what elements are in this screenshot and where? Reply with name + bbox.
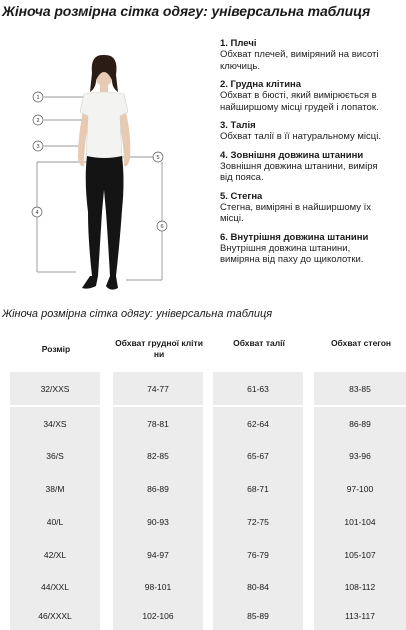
cell-hips: 113-117 [314,602,406,630]
table-row [0,602,406,630]
measurement-description: Обхват талії в її натуральному місці. [220,131,381,142]
cell-waist: 62-64 [213,407,303,440]
marker-label: 6 [160,224,164,230]
cell-chest: 90-93 [113,505,203,538]
measurement-hips [220,191,406,225]
cell-size: 36/S [10,439,100,472]
measurement-title: 4. Зовнішня довжина штанини [220,149,364,161]
cell-hips: 86-89 [314,407,406,440]
cell-waist: 80-84 [213,570,303,603]
cell-size: 46/XXXL [10,602,100,630]
header-chest: Обхват грудної кліти ни [115,338,203,359]
cell-waist: 61-63 [213,372,303,405]
cell-size: 42/XL [10,538,100,571]
table-row [0,372,406,405]
cell-chest: 98-101 [113,570,203,603]
measurement-title: 5. Стегна [220,190,263,202]
cell-hips: 83-85 [314,372,406,405]
cell-chest: 82-85 [113,439,203,472]
measurement-title: 1. Плечі [220,38,257,49]
cell-hips: 97-100 [314,472,406,505]
cell-waist: 65-67 [213,439,303,472]
cell-size: 34/XS [10,407,100,440]
table-subtitle: Жіноча розмірна сітка одягу: універсальна таблиця [2,308,273,320]
cell-waist: 72-75 [213,505,303,538]
measurement-title: 6. Внутрішня довжина штанини [220,231,369,243]
measurement-inner-leg [220,232,406,266]
cell-waist: 68-71 [213,472,303,505]
table-row [0,570,406,603]
measurement-description: Обхват в бюсті, який вимірюється в найширшому місці грудей і лопаток. [220,90,379,113]
header-hips: Обхват стегон [330,338,392,348]
cell-waist: 85-89 [213,602,303,630]
cell-chest: 74-77 [113,372,203,405]
measurement-list [220,38,406,273]
measurement-description: Обхват плечей, виміряний на висоті ключиць. [220,49,379,72]
measurement-title: 3. Талія [220,120,256,131]
cell-hips: 101-104 [314,505,406,538]
measurement-title: 2. Грудна клітина [220,79,302,90]
cell-chest: 86-89 [113,472,203,505]
marker-label: 2 [36,118,40,124]
marker-label: 3 [36,144,40,150]
measurement-outer-leg [220,150,406,184]
size-table-header [8,338,406,364]
cell-size: 38/M [10,472,100,505]
measurement-chest [220,79,406,113]
cell-waist: 76-79 [213,538,303,571]
cell-chest: 78-81 [113,407,203,440]
marker-label: 4 [35,210,39,216]
cell-hips: 105-107 [314,538,406,571]
table-row [0,505,406,538]
marker-label: 1 [36,95,40,101]
measurement-waist [220,120,406,143]
measurement-description: Внутрішня довжина штанини, виміряна від паху до щиколотки. [220,242,364,265]
table-row [0,538,406,571]
table-row [0,472,406,505]
cell-hips: 108-112 [314,570,406,603]
header-waist: Обхват талії [233,338,285,348]
measurement-description: Зовнішня довжина штанини, виміря від пояса. [220,160,378,183]
model-illustration [26,40,204,302]
cell-size: 40/L [10,505,100,538]
table-row [0,407,406,440]
marker-label: 5 [156,155,160,161]
header-size: Розмір [41,344,71,354]
page-title: Жіноча розмірна сітка одягу: універсальна таблиця [2,3,371,19]
cell-chest: 94-97 [113,538,203,571]
cell-chest: 102-106 [113,602,203,630]
measurement-shoulders [220,38,406,72]
measurement-description: Стегна, виміряні в найширшому їх місці. [220,201,372,224]
model-figure [26,40,204,302]
table-row [0,439,406,472]
cell-hips: 93-96 [314,439,406,472]
cell-size: 32/XXS [10,372,100,405]
cell-size: 44/XXL [10,570,100,603]
